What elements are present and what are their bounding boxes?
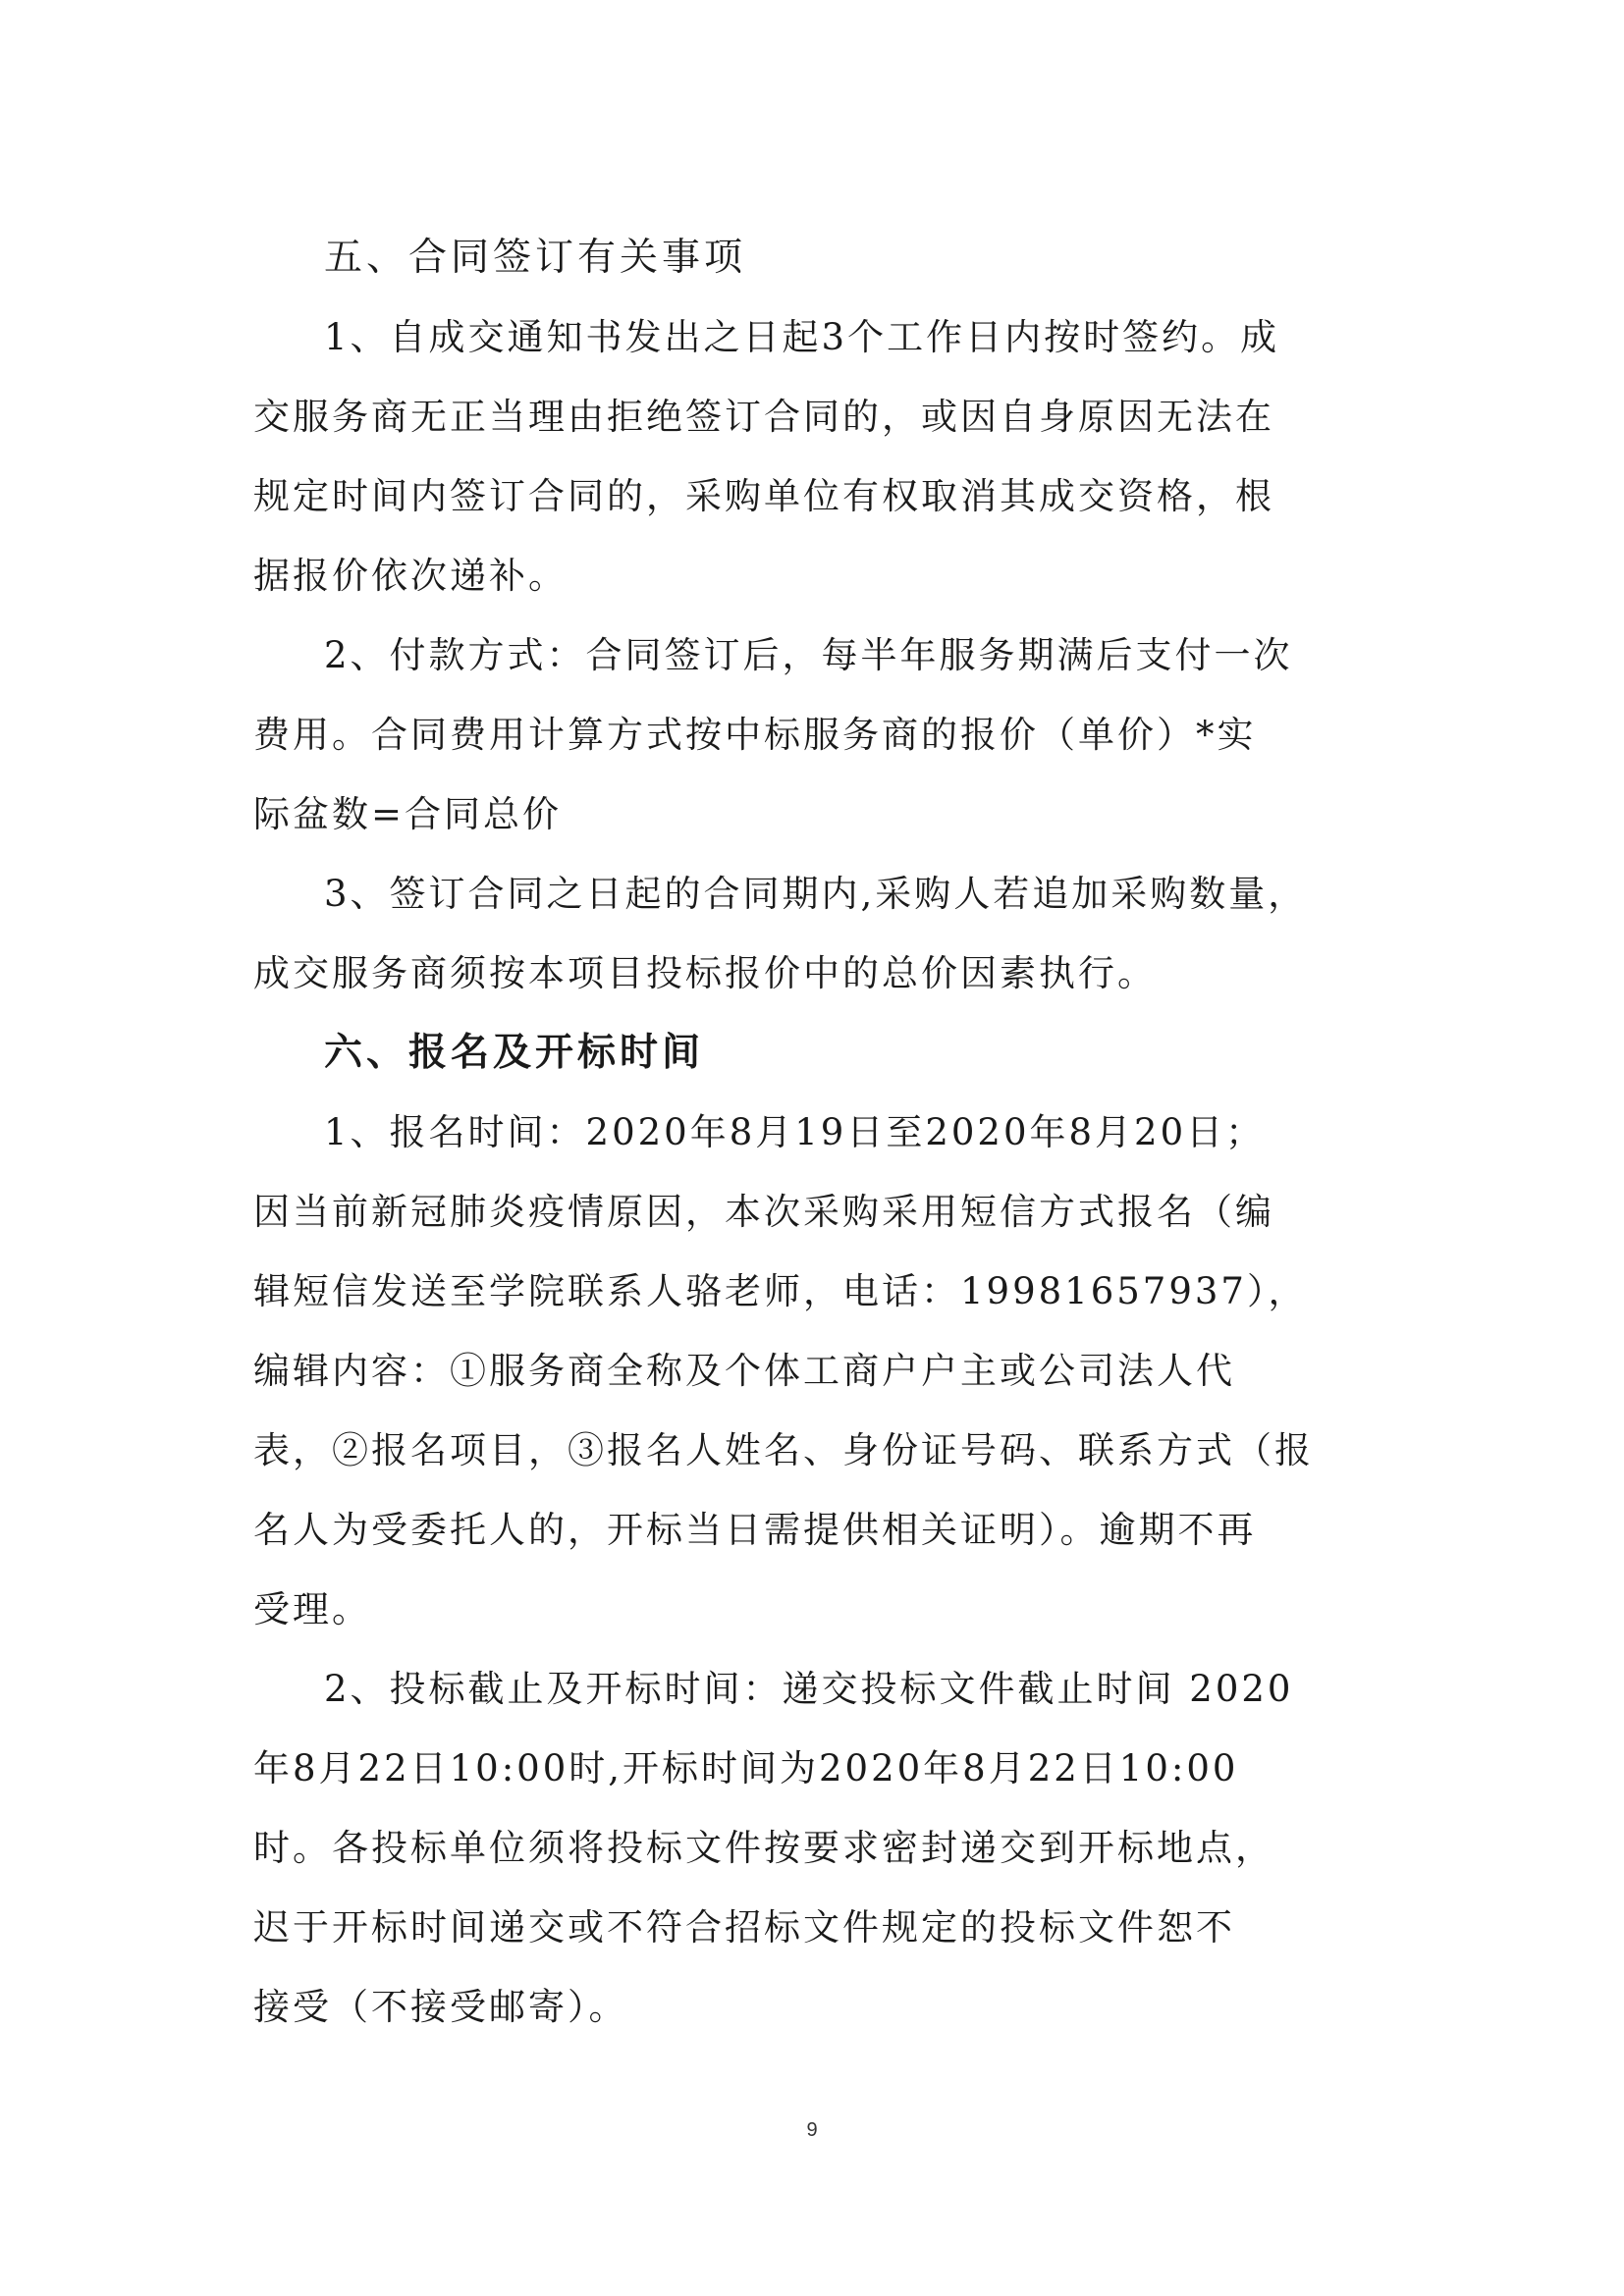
section-heading-contract-signing: 五、合同签订有关事项 — [324, 236, 747, 280]
paragraph-bid-deadline — [253, 1649, 1384, 2047]
text-line: 规定时间内签订合同的，采购单位有权取消其成交资格，根 — [253, 475, 1274, 517]
text-line: 编辑内容：①服务商全称及个体工商户户主或公司法人代 — [253, 1350, 1235, 1392]
text-line: 辑短信发送至学院联系人骆老师，电话：19981657937）， — [253, 1270, 1308, 1312]
text-line: 成交服务商须按本项目投标报价中的总价因素执行。 — [253, 952, 1157, 994]
paragraph-payment-method — [253, 615, 1384, 854]
text-line: 年8月22日10:00时,开标时间为2020年8月22日10:00 — [253, 1747, 1239, 1789]
text-line: 2、付款方式：合同签订后，每半年服务期满后支付一次 — [324, 634, 1293, 676]
text-line: 因当前新冠肺炎疫情原因，本次采购采用短信方式报名（编 — [253, 1191, 1274, 1233]
text-line: 3、签订合同之日起的合同期内,采购人若追加采购数量， — [324, 873, 1308, 915]
text-line: 费用。合同费用计算方式按中标服务商的报价（单价）*实 — [253, 714, 1257, 756]
text-line: 际盆数=合同总价 — [253, 793, 563, 835]
text-line: 据报价依次递补。 — [253, 555, 568, 597]
text-line: 时。各投标单位须将投标文件按要求密封递交到开标地点， — [253, 1827, 1274, 1869]
text-line: 迟于开标时间递交或不符合招标文件规定的投标文件恕不 — [253, 1906, 1235, 1949]
text-line: 表，②报名项目，③报名人姓名、身份证号码、联系方式（报 — [253, 1429, 1314, 1471]
text-line: 1、自成交通知书发出之日起3个工作日内按时签约。成 — [324, 316, 1280, 358]
paragraph-signing-deadline — [253, 297, 1384, 615]
page-number: 9 — [806, 2119, 818, 2141]
text-line: 2、投标截止及开标时间：递交投标文件截止时间 2020 — [324, 1668, 1294, 1710]
text-line: 名人为受委托人的，开标当日需提供相关证明）。逾期不再 — [253, 1509, 1257, 1551]
paragraph-additional-purchase — [253, 854, 1384, 1013]
page-content — [253, 218, 1384, 2047]
text-line: 受理。 — [253, 1588, 371, 1630]
paragraph-registration-time — [253, 1093, 1384, 1649]
text-line: 交服务商无正当理由拒绝签订合同的，或因自身原因无法在 — [253, 396, 1274, 438]
section-heading-registration-opening: 六、报名及开标时间 — [324, 1030, 705, 1075]
text-line: 接受（不接受邮寄）。 — [253, 1986, 628, 2028]
text-line: 1、报名时间：2020年8月19日至2020年8月20日； — [324, 1111, 1266, 1153]
